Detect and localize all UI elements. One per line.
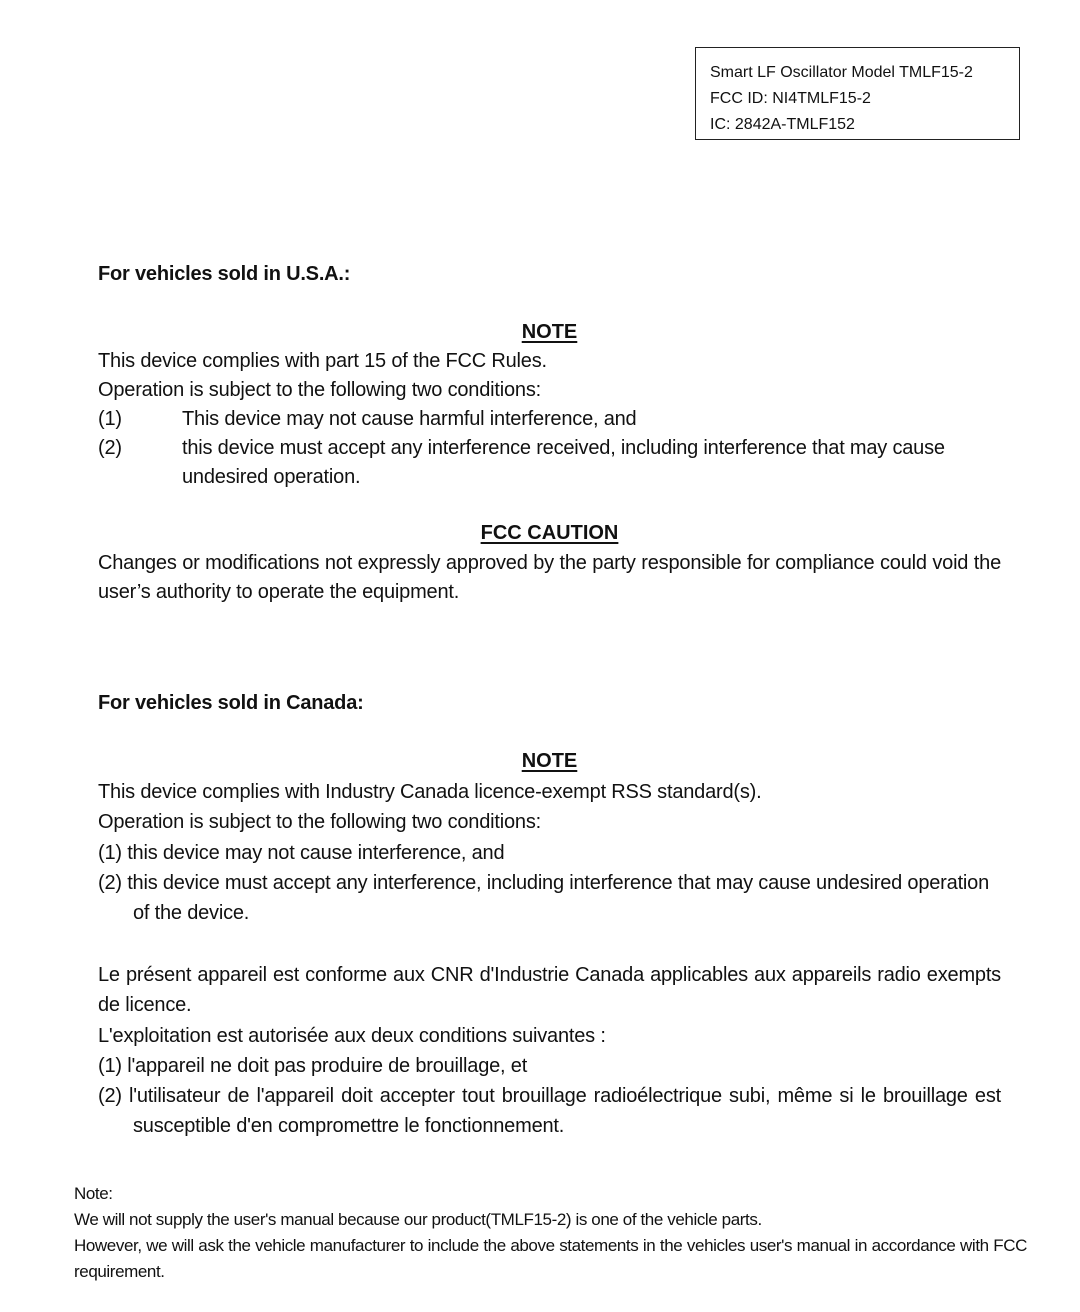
usa-item-1 — [98, 405, 1001, 434]
canada-item-2 — [98, 868, 1001, 928]
footer-note-label: Note: — [74, 1184, 113, 1203]
canada-line-2: Operation is subject to the following two conditions: — [98, 811, 541, 833]
usa-heading: For vehicles sold in U.S.A.: — [98, 263, 351, 285]
canada-french-paragraph: Le présent appareil est conforme aux CNR d'Industrie Canada applicables aux appareils radio exempts de licence. — [98, 964, 1001, 1016]
canada-item-2-text: (2) this device must accept any interference, including interference that may cause undesired operation of the device. — [98, 872, 990, 924]
footer-note-line-1: We will not supply the user's manual because our product(TMLF15-2) is one of the vehicle parts. — [74, 1210, 762, 1229]
usa-item-2-number: (2) — [98, 437, 122, 459]
fcc-caution-title — [98, 522, 1001, 545]
usa-line-2: Operation is subject to the following two conditions: — [98, 379, 541, 401]
usa-item-2-text: this device must accept any interference received, including interference that may cause undesired operation. — [182, 437, 945, 488]
canada-french-item-2 — [98, 1081, 1001, 1141]
canada-note-title — [98, 750, 1001, 773]
canada-french-conditions: L'exploitation est autorisée aux deux conditions suivantes : — [98, 1025, 606, 1047]
canada-heading: For vehicles sold in Canada: — [98, 692, 364, 714]
usa-note-title-text: NOTE — [521, 321, 578, 343]
footer-note-line-2: However, we will ask the vehicle manufacturer to include the above statements in the vehicles user's manual in accordance with FCC requirement. — [74, 1236, 1027, 1281]
canada-item-1 — [98, 838, 1001, 868]
label-fcc-id: FCC ID: NI4TMLF15-2 — [710, 90, 871, 107]
usa-item-2 — [98, 434, 1001, 492]
product-label-box — [695, 47, 1020, 140]
usa-item-1-text: This device may not cause harmful interference, and — [182, 408, 637, 430]
usa-line-1: This device complies with part 15 of the FCC Rules. — [98, 350, 547, 372]
canada-french-item-1 — [98, 1051, 1001, 1081]
fcc-caution-text: Changes or modifications not expressly approved by the party responsible for compliance could void the user’s authority to operate the equipment. — [98, 552, 1001, 603]
canada-french-item-1-text: (1) l'appareil ne doit pas produire de brouillage, et — [98, 1055, 528, 1077]
usa-note-title — [98, 321, 1001, 344]
canada-item-1-text: (1) this device may not cause interference, and — [98, 842, 505, 864]
canada-note-title-text: NOTE — [521, 750, 578, 772]
label-ic: IC: 2842A-TMLF152 — [710, 116, 855, 133]
canada-line-1: This device complies with Industry Canada licence-exempt RSS standard(s). — [98, 781, 762, 803]
label-model: Smart LF Oscillator Model TMLF15-2 — [710, 64, 973, 81]
usa-item-1-number: (1) — [98, 408, 122, 430]
canada-french-item-2-text: (2) l'utilisateur de l'appareil doit accepter tout brouillage radioélectrique subi, même si le brouillage est susceptible d'en compromettre le fonctionnement. — [98, 1085, 1001, 1137]
fcc-caution-title-text: FCC CAUTION — [480, 522, 619, 544]
